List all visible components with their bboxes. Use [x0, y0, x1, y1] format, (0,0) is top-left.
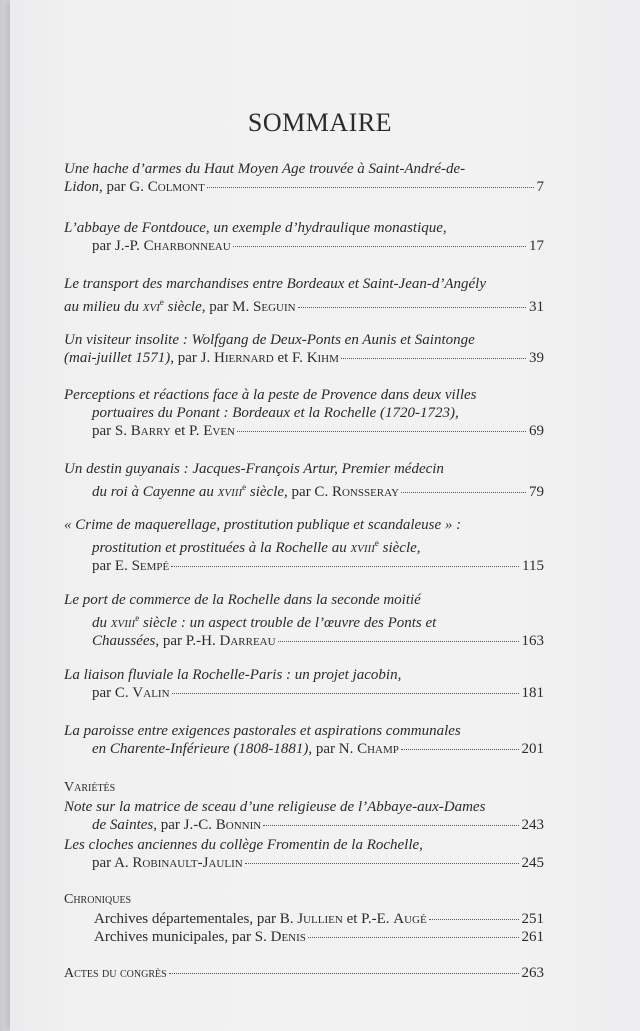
page-number: 261	[521, 929, 544, 945]
page-number: 69	[529, 423, 544, 439]
entry-author: Champ	[357, 741, 399, 757]
page-number: 181	[521, 685, 544, 701]
entry-author: Ronsseray	[331, 484, 400, 500]
page-number: 163	[521, 633, 544, 649]
page-number: 251	[521, 911, 544, 927]
dot-leader	[172, 693, 519, 694]
dot-leader	[308, 937, 519, 938]
section-heading-varietes: Variétés	[64, 780, 116, 795]
actes-label: Actes du congrès	[64, 966, 167, 981]
entry-title: Perceptions et réactions face à la peste de Provence dans deux villes	[64, 387, 477, 403]
toc-entry-actes	[64, 964, 544, 983]
entry-author: Barry	[130, 423, 171, 439]
entry-author: Kihm	[306, 350, 339, 366]
page-number: 263	[521, 965, 544, 981]
entry-title: Note sur la matrice de sceau d’une religieuse de l’Abbaye-aux-Dames	[64, 799, 486, 815]
entry-author: Bonnin	[215, 817, 262, 833]
book-spine-edge	[0, 0, 10, 1031]
toc-entry: L’abbaye de Fontdouce, un exemple d’hydraulique monastique, par J.-P. Charbonneau 17	[64, 220, 544, 254]
toc-entry: La liaison fluviale la Rochelle-Paris : un projet jacobin, par C. Valin 181	[64, 667, 544, 701]
dot-leader	[207, 187, 534, 188]
page-number: 243	[521, 817, 544, 833]
entry-title: portuaires du Ponant : Bordeaux et la Rochelle (1720-1723),	[92, 405, 459, 421]
page-title: SOMMAIRE	[247, 108, 393, 137]
toc-entry: « Crime de maquerellage, prostitution publique et scandaleuse » : prostitution et prostituées à la Rochelle au xviii$^e$ siècle, par E. Sempé 115	[64, 517, 544, 574]
entry-title: Une hache d’armes du Haut Moyen Age trouvée à Saint-André-de-	[64, 161, 466, 177]
dot-leader	[401, 492, 526, 493]
dot-leader	[263, 825, 518, 826]
dot-leader	[341, 358, 526, 359]
toc-entry: Le transport des marchandises entre Bordeaux et Saint-Jean-d’Angély au milieu du xvi$^e$ siècle, par M. Seguin 31	[64, 276, 544, 315]
toc-entry: Note sur la matrice de sceau d’une religieuse de l’Abbaye-aux-Dames de Saintes, par J.-C. Bonnin 243	[64, 799, 544, 833]
page-number: 17	[529, 238, 544, 254]
entry-title: L’abbaye de Fontdouce, un exemple d’hydraulique monastique,	[64, 220, 447, 236]
entry-author: Jullien	[297, 911, 343, 927]
entry-author: Hiernard	[213, 350, 274, 366]
toc-entry: Les cloches anciennes du collège Fromentin de la Rochelle, par A. Robinault-Jaulin 245	[64, 837, 544, 871]
page-number: 31	[529, 299, 544, 315]
page-number: 7	[536, 179, 544, 195]
entry-author: Charbonneau	[143, 238, 231, 254]
entry-author: Colmont	[147, 179, 205, 195]
entry-title: Un destin guyanais : Jacques-François Artur, Premier médecin	[64, 461, 444, 477]
entry-title: La paroisse entre exigences pastorales et aspirations communales	[64, 723, 461, 739]
entry-title: Le transport des marchandises entre Bordeaux et Saint-Jean-d’Angély	[64, 276, 486, 292]
dot-leader	[429, 919, 519, 920]
entry-author: Denis	[270, 929, 306, 945]
entry-author: Sempé	[131, 558, 170, 574]
dot-leader	[233, 246, 526, 247]
dot-leader	[169, 973, 519, 974]
toc-entry: Perceptions et réactions face à la peste de Provence dans deux villes portuaires du Ponant : Bordeaux et la Rochelle (1720-1723), par S. Barry et P. Even 69	[64, 387, 544, 439]
dot-leader	[171, 566, 519, 567]
toc-entry: Archives départementales, par B. Jullien et P.-E. Augé 251 Archives municipales, par S. Denis 261	[94, 911, 544, 945]
page-number: 245	[521, 855, 544, 871]
entry-title: Le port de commerce de la Rochelle dans la seconde moitié	[64, 592, 421, 608]
entry-title: Les cloches anciennes du collège Fromentin de la Rochelle,	[64, 837, 423, 853]
entry-author: Augé	[393, 911, 427, 927]
toc-entry: Le port de commerce de la Rochelle dans la seconde moitié du xviii$^e$ siècle : un aspect trouble de l’œuvre des Ponts et Chaussées, par P.-H. Darreau 163	[64, 592, 544, 649]
dot-leader	[298, 307, 526, 308]
page-number: 115	[522, 558, 544, 574]
page-number: 201	[521, 741, 544, 757]
dot-leader	[245, 863, 519, 864]
entry-author: Darreau	[219, 633, 276, 649]
entry-author: Robinault-Jaulin	[132, 855, 243, 871]
page-number: 79	[529, 484, 544, 500]
entry-title: Un visiteur insolite : Wolfgang de Deux-Ponts en Aunis et Saintonge	[64, 332, 475, 348]
entry-title: « Crime de maquerellage, prostitution publique et scandaleuse » :	[64, 517, 462, 533]
section-heading-chroniques: Chroniques	[64, 892, 132, 907]
toc-entry: Un visiteur insolite : Wolfgang de Deux-Ponts en Aunis et Saintonge (mai-juillet 1571), par J. Hiernard et F. Kihm 39	[64, 332, 544, 366]
toc-entry: Un destin guyanais : Jacques-François Artur, Premier médecin du roi à Cayenne au xviii$^e$ siècle, par C. Ronsseray 79	[64, 461, 544, 500]
entry-title: La liaison fluviale la Rochelle-Paris : un projet jacobin,	[64, 667, 402, 683]
toc-entry: Une hache d’armes du Haut Moyen Age trouvée à Saint-André-de- Lidon, par G. Colmont 7	[64, 161, 544, 195]
dot-leader	[278, 641, 519, 642]
dot-leader	[401, 749, 519, 750]
page-number: 39	[529, 350, 544, 366]
dot-leader	[237, 431, 526, 432]
entry-author: Even	[203, 423, 236, 439]
entry-author: Valin	[132, 685, 170, 701]
entry-author: Seguin	[253, 299, 296, 315]
toc-entry: La paroisse entre exigences pastorales et aspirations communales en Charente-Inférieure (1808-1881), par N. Champ 201	[64, 723, 544, 757]
